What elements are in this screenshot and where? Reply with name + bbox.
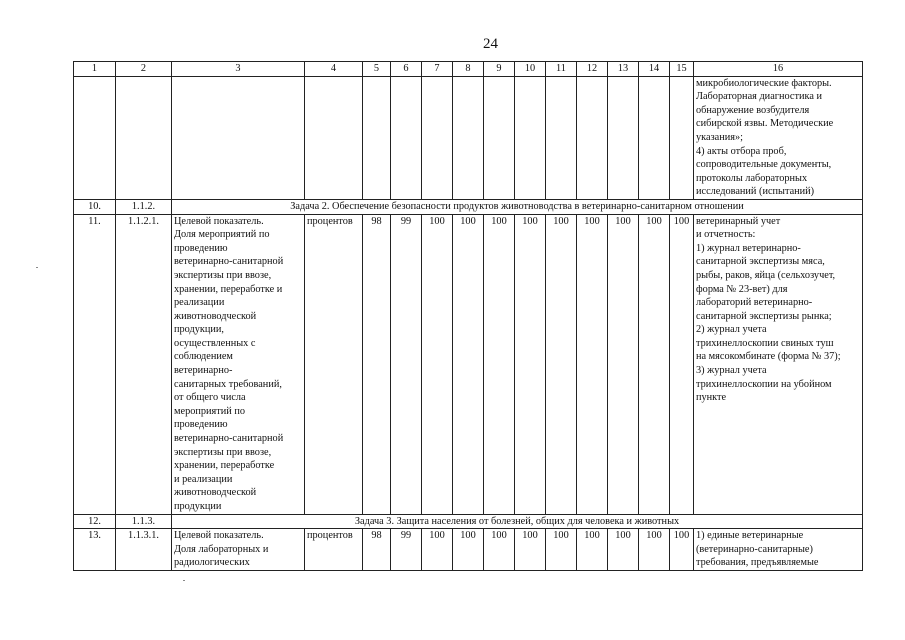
header-cell: 14	[639, 62, 670, 77]
header-cell: 15	[670, 62, 694, 77]
scan-speck	[183, 580, 185, 581]
table-row-continued	[74, 76, 863, 199]
header-cell: 11	[546, 62, 577, 77]
section-title: Задача 2. Обеспечение безопасности продуктов животноводства в ветеринарно-санитарном отношении	[172, 199, 863, 214]
value-cell: 99	[391, 529, 422, 571]
section-row-task-3	[74, 514, 863, 529]
value-cell: 100	[608, 529, 639, 571]
header-cell: 3	[172, 62, 305, 77]
header-cell: 6	[391, 62, 422, 77]
value-cell: 100	[577, 214, 608, 514]
value-cell: 100	[453, 529, 484, 571]
header-cell: 7	[422, 62, 453, 77]
unit-cell: процентов	[305, 214, 363, 514]
section-title: Задача 3. Защита населения от болезней, общих для человека и животных	[172, 514, 863, 529]
indicator-cell: Целевой показатель. Доля лабораторных и радиологических	[172, 529, 305, 571]
row-number: 11.	[74, 214, 116, 514]
value-cell: 100	[546, 214, 577, 514]
row-number: 12.	[74, 514, 116, 529]
value-cell: 100	[515, 529, 546, 571]
value-cell: 100	[670, 214, 694, 514]
header-cell: 9	[484, 62, 515, 77]
row-code: 1.1.3.1.	[116, 529, 172, 571]
source-cell: ветеринарный учет и отчетность: 1) журнал ветеринарно- санитарной экспертизы мяса, рыбы, раков, яйца (сельхозучет, форма № 23-вет) для лабораторий ветеринарно- санитарной экспертизы рынка; 2) журнал учета трихинеллоскопии свиных туш на мясокомбинате (форма № 37); 3) журнал учета трихинеллоскопии на убойном пункте	[694, 214, 863, 514]
value-cell: 99	[391, 214, 422, 514]
scan-speck	[36, 267, 38, 268]
value-cell: 98	[363, 214, 391, 514]
source-cell: микробиологические факторы. Лабораторная диагностика и обнаружение возбудителя сибирской язвы. Методические указания»; 4) акты отбора проб, сопроводительные документы, протоколы лабораторных исследований (испытаний)	[694, 76, 863, 199]
value-cell: 100	[639, 214, 670, 514]
row-code: 1.1.2.1.	[116, 214, 172, 514]
value-cell: 100	[670, 529, 694, 571]
header-cell: 1	[74, 62, 116, 77]
value-cell: 100	[639, 529, 670, 571]
header-cell: 8	[453, 62, 484, 77]
header-cell: 16	[694, 62, 863, 77]
value-cell: 100	[422, 529, 453, 571]
table-row-indicator-1-1-2-1	[74, 214, 863, 514]
value-cell: 100	[608, 214, 639, 514]
row-code: 1.1.2.	[116, 199, 172, 214]
section-row-task-2	[74, 199, 863, 214]
row-code: 1.1.3.	[116, 514, 172, 529]
value-cell: 100	[484, 529, 515, 571]
indicator-cell: Целевой показатель. Доля мероприятий по проведению ветеринарно-санитарной экспертизы при ввозе, хранении, переработке и реализации животноводческой продукции, осуществленных с соблюдением ветеринарно- санитарных требований, от общего числа мероприятий по проведению ветеринарно-санитарной экспертизы при ввозе, хранении, переработке и реализации животноводческой продукции	[172, 214, 305, 514]
source-cell: 1) единые ветеринарные (ветеринарно-санитарные) требования, предъявляемые	[694, 529, 863, 571]
row-number: 13.	[74, 529, 116, 571]
header-cell: 2	[116, 62, 172, 77]
value-cell: 98	[363, 529, 391, 571]
table-row-indicator-1-1-3-1	[74, 529, 863, 571]
value-cell: 100	[484, 214, 515, 514]
unit-cell: процентов	[305, 529, 363, 571]
value-cell: 100	[453, 214, 484, 514]
row-number: 10.	[74, 199, 116, 214]
header-cell: 5	[363, 62, 391, 77]
value-cell: 100	[546, 529, 577, 571]
value-cell: 100	[515, 214, 546, 514]
indicators-table	[73, 61, 863, 571]
value-cell: 100	[577, 529, 608, 571]
header-cell: 4	[305, 62, 363, 77]
header-row	[74, 62, 863, 77]
header-cell: 10	[515, 62, 546, 77]
header-cell: 12	[577, 62, 608, 77]
value-cell: 100	[422, 214, 453, 514]
header-cell: 13	[608, 62, 639, 77]
